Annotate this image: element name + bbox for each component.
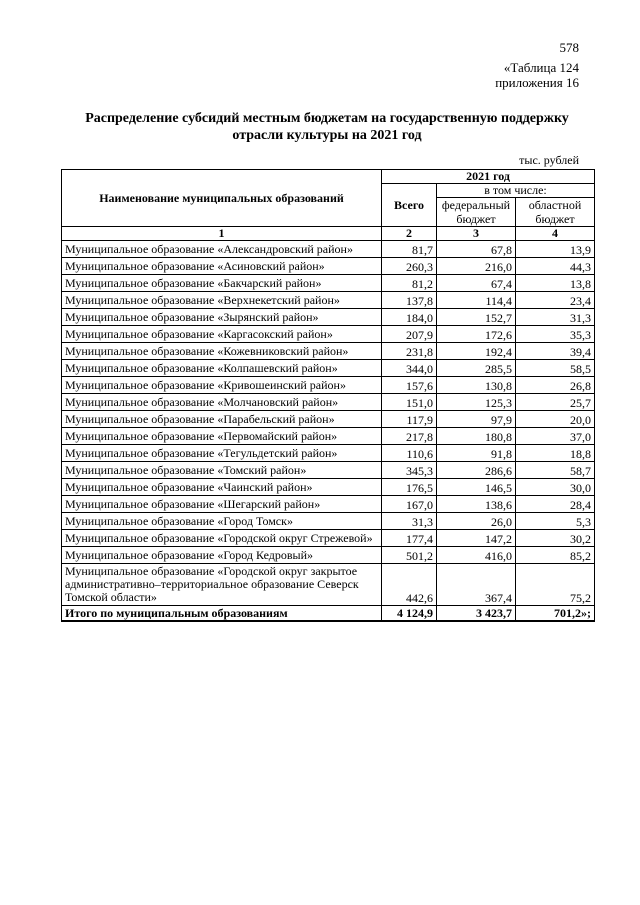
row-total: 501,2 [382, 547, 437, 564]
row-total: 151,0 [382, 394, 437, 411]
row-federal: 130,8 [437, 377, 516, 394]
page-number: 578 [559, 40, 579, 55]
total-row-federal: 3 423,7 [437, 606, 516, 622]
table-row [62, 377, 595, 394]
row-federal: 286,6 [437, 462, 516, 479]
row-total: 260,3 [382, 258, 437, 275]
row-federal: 285,5 [437, 360, 516, 377]
row-total: 81,7 [382, 241, 437, 258]
total-row-regional: 701,2»; [516, 606, 595, 622]
row-regional: 85,2 [516, 547, 595, 564]
row-regional: 13,8 [516, 275, 595, 292]
column-number: 4 [516, 227, 595, 241]
column-number: 1 [62, 227, 382, 241]
row-regional: 35,3 [516, 326, 595, 343]
row-total: 345,3 [382, 462, 437, 479]
table-row [62, 496, 595, 513]
table-row [62, 547, 595, 564]
row-federal: 192,4 [437, 343, 516, 360]
row-federal: 125,3 [437, 394, 516, 411]
row-total: 176,5 [382, 479, 437, 496]
row-regional: 26,8 [516, 377, 595, 394]
total-row [62, 606, 595, 622]
header-total: Всего [382, 184, 437, 227]
row-total: 217,8 [382, 428, 437, 445]
row-regional: 58,7 [516, 462, 595, 479]
row-federal: 67,8 [437, 241, 516, 258]
table-row [62, 241, 595, 258]
table-body [62, 241, 595, 606]
row-federal: 216,0 [437, 258, 516, 275]
table-row [62, 292, 595, 309]
row-federal: 367,4 [437, 564, 516, 606]
row-name: Муниципальное образование «Кожевниковский район» [62, 343, 382, 360]
row-name: Муниципальное образование «Город Томск» [62, 513, 382, 530]
row-name: Муниципальное образование «Тегульдетский район» [62, 445, 382, 462]
row-total: 137,8 [382, 292, 437, 309]
table-row [62, 343, 595, 360]
row-total: 207,9 [382, 326, 437, 343]
row-total: 344,0 [382, 360, 437, 377]
row-regional: 5,3 [516, 513, 595, 530]
header-federal [437, 198, 516, 227]
table-row [62, 479, 595, 496]
row-name: Муниципальное образование «Каргасокский район» [62, 326, 382, 343]
row-federal: 152,7 [437, 309, 516, 326]
row-name: Муниципальное образование «Молчановский район» [62, 394, 382, 411]
row-federal: 138,6 [437, 496, 516, 513]
appendix-line-2: приложения 16 [495, 75, 579, 90]
row-total: 117,9 [382, 411, 437, 428]
table-row [62, 275, 595, 292]
table-row [62, 564, 595, 606]
row-name: Муниципальное образование «Колпашевский район» [62, 360, 382, 377]
row-federal: 180,8 [437, 428, 516, 445]
row-regional: 39,4 [516, 343, 595, 360]
row-regional: 30,2 [516, 530, 595, 547]
row-regional: 20,0 [516, 411, 595, 428]
column-number: 3 [437, 227, 516, 241]
row-regional: 75,2 [516, 564, 595, 606]
header-regional-line-1: областной [528, 198, 582, 212]
table-row [62, 394, 595, 411]
header-regional [516, 198, 595, 227]
table-row [62, 326, 595, 343]
row-total: 157,6 [382, 377, 437, 394]
row-total: 231,8 [382, 343, 437, 360]
row-name: Муниципальное образование «Чаинский район» [62, 479, 382, 496]
row-regional: 13,9 [516, 241, 595, 258]
row-name: Муниципальное образование «Первомайский район» [62, 428, 382, 445]
row-regional: 28,4 [516, 496, 595, 513]
row-total: 31,3 [382, 513, 437, 530]
header-regional-line-2: бюджет [535, 212, 575, 226]
row-name: Муниципальное образование «Асиновский район» [62, 258, 382, 275]
row-name: Муниципальное образование «Городской округ закрытое административно–территориальное образование Северск Томской области» [62, 564, 382, 606]
table-row [62, 530, 595, 547]
header-including: в том числе: [437, 184, 595, 198]
table-row [62, 513, 595, 530]
row-total: 442,6 [382, 564, 437, 606]
row-name: Муниципальное образование «Александровский район» [62, 241, 382, 258]
table-row [62, 411, 595, 428]
row-regional: 31,3 [516, 309, 595, 326]
row-federal: 146,5 [437, 479, 516, 496]
header-federal-line-1: федеральный [441, 198, 511, 212]
row-regional: 23,4 [516, 292, 595, 309]
column-number-row [62, 227, 595, 241]
row-name: Муниципальное образование «Томский район» [62, 462, 382, 479]
table-row [62, 258, 595, 275]
row-federal: 114,4 [437, 292, 516, 309]
row-name: Муниципальное образование «Зырянский район» [62, 309, 382, 326]
row-total: 177,4 [382, 530, 437, 547]
row-federal: 97,9 [437, 411, 516, 428]
row-name: Муниципальное образование «Парабельский район» [62, 411, 382, 428]
title-line-1: Распределение субсидий местным бюджетам на государственную поддержку [85, 111, 569, 126]
header-federal-line-2: бюджет [456, 212, 496, 226]
row-regional: 58,5 [516, 360, 595, 377]
row-name: Муниципальное образование «Верхнекетский район» [62, 292, 382, 309]
row-federal: 172,6 [437, 326, 516, 343]
row-regional: 30,0 [516, 479, 595, 496]
column-number: 2 [382, 227, 437, 241]
row-name: Муниципальное образование «Городской округ Стрежевой» [62, 530, 382, 547]
row-regional: 25,7 [516, 394, 595, 411]
row-federal: 26,0 [437, 513, 516, 530]
table-row [62, 445, 595, 462]
row-federal: 147,2 [437, 530, 516, 547]
row-regional: 18,8 [516, 445, 595, 462]
appendix-line-1: «Таблица 124 [503, 60, 579, 75]
table-row [62, 428, 595, 445]
appendix-reference [495, 60, 579, 90]
row-name: Муниципальное образование «Кривошеинский район» [62, 377, 382, 394]
row-regional: 37,0 [516, 428, 595, 445]
row-name: Муниципальное образование «Город Кедровый» [62, 547, 382, 564]
row-federal: 416,0 [437, 547, 516, 564]
row-total: 81,2 [382, 275, 437, 292]
document-title [60, 110, 594, 144]
unit-label: тыс. рублей [519, 153, 579, 167]
table-row [62, 360, 595, 377]
row-regional: 44,3 [516, 258, 595, 275]
row-total: 110,6 [382, 445, 437, 462]
row-total: 184,0 [382, 309, 437, 326]
total-row-name: Итого по муниципальным образованиям [62, 606, 382, 622]
row-name: Муниципальное образование «Бакчарский район» [62, 275, 382, 292]
row-federal: 91,8 [437, 445, 516, 462]
header-year: 2021 год [382, 170, 595, 184]
subsidy-table [61, 169, 595, 622]
table-row [62, 309, 595, 326]
header-name-column: Наименование муниципальных образований [62, 170, 382, 227]
row-total: 167,0 [382, 496, 437, 513]
table-row [62, 462, 595, 479]
title-line-2: отрасли культуры на 2021 год [232, 128, 422, 143]
row-federal: 67,4 [437, 275, 516, 292]
total-row-total: 4 124,9 [382, 606, 437, 622]
row-name: Муниципальное образование «Шегарский район» [62, 496, 382, 513]
